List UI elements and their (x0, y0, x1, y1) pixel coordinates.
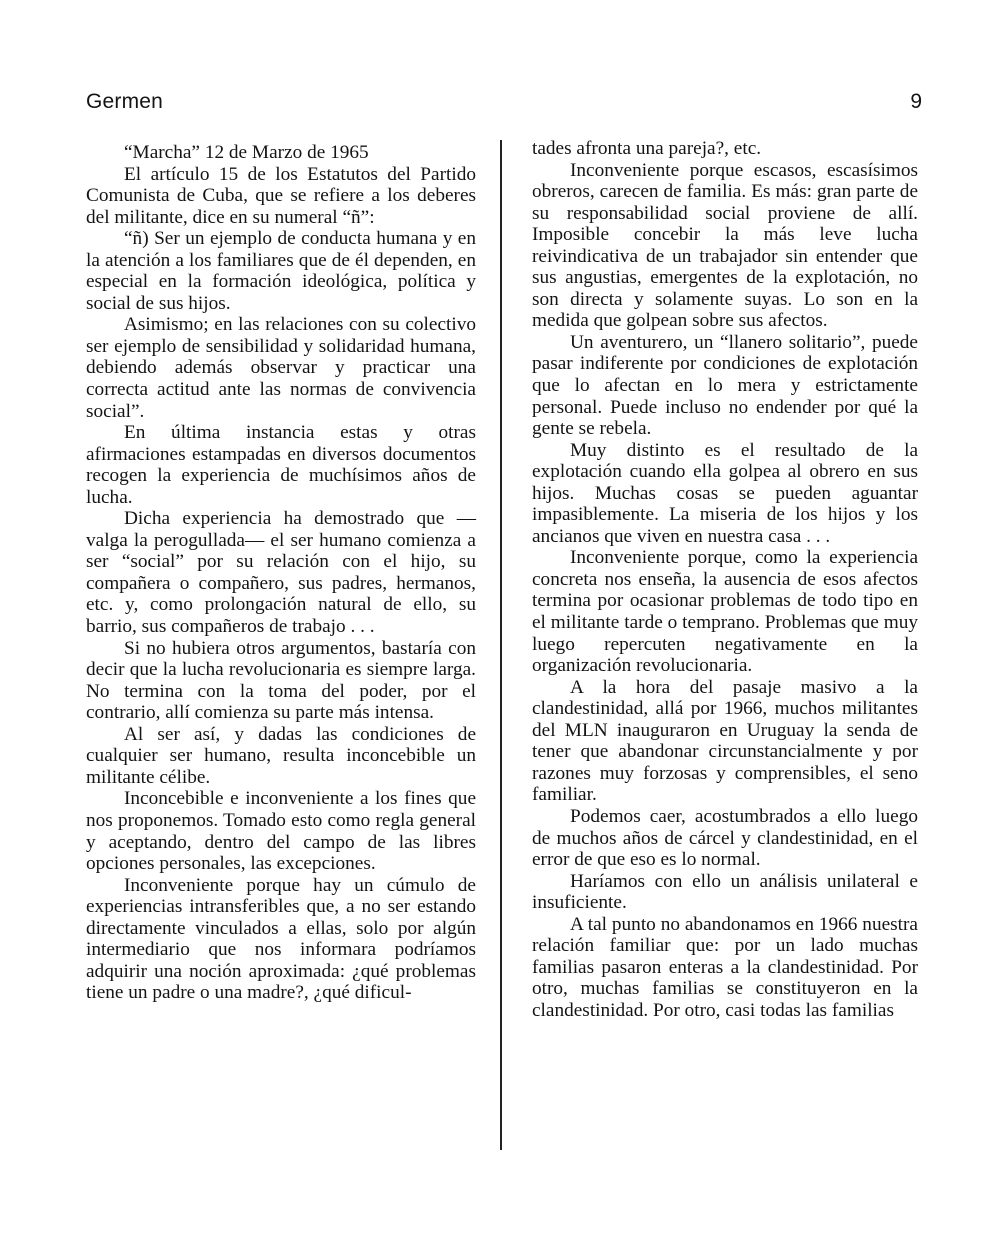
paragraph: Asimismo; en las relaciones con su colectivo ser ejemplo de sensibilidad y solidaridad humana, debiendo además observar y practicar una correcta actitud ante las normas de convivencia social”. (86, 314, 476, 422)
paragraph: Un aventurero, un “llanero solitario”, puede pasar indiferente por condiciones de explotación que lo afectan en lo mera y estrictamente personal. Puede incluso no endender por qué la gente se rebela. (532, 331, 918, 440)
running-title: Germen (86, 90, 164, 113)
paragraph: A la hora del pasaje masivo a la clandestinidad, allá por 1966, muchos militantes del MLN inauguraron en Uruguay la senda de tener que abandonar circunstancialmente y por razones muy forzosas y comprensibles, el seno familiar. (532, 676, 918, 806)
paragraph: A tal punto no abandonamos en 1966 nuestra relación familiar que: por un lado muchas familias pasaron enteras a la clandestinidad. Por otro, muchas familias se constituyeron en la clandestinidad. Por otro, casi todas las familias (532, 913, 918, 1021)
page-header (86, 90, 922, 120)
paragraph: “ñ) Ser un ejemplo de conducta humana y en la atención a los familiares que de él dependen, en especial en la formación ideológica, política y social de sus hijos. (86, 228, 476, 314)
paragraph: Inconcebible e inconveniente a los fines que nos proponemos. Tomado esto como regla general y aceptando, dentro del campo de las libres opciones personales, las excepciones. (86, 788, 476, 875)
paragraph: Inconveniente porque escasos, escasísimos obreros, carecen de familia. Es más: gran parte de su responsabilidad social proviene de allí. Imposible concebir la más leve lucha reivindicativa de un trabajador sin entender que sus angustias, emergentes de la explotación, no son directa y solamente suyas. Lo son en la medida que golpean sobre sus afectos. (532, 159, 918, 332)
article-source-heading: “Marcha” 12 de Marzo de 1965 (124, 142, 369, 163)
paragraph: En última instancia estas y otras afirmaciones estampadas en diversos documentos recogen la experiencia de muchísimos años de lucha. (86, 422, 476, 508)
paragraph: Haríamos con ello un análisis unilateral e insuficiente. (532, 870, 918, 914)
right-column (532, 138, 918, 1021)
paragraph: Inconveniente porque, como la experiencia concreta nos enseña, la ausencia de esos afectos termina por ocasionar problemas de todo tipo en el militante tarde o temprano. Problemas que muy luego repercuten negativamente en la organización revolucionaria. (532, 547, 918, 677)
paragraph: Al ser así, y dadas las condiciones de cualquier ser humano, resulta inconcebible un militante célibe. (86, 723, 476, 788)
paragraph: Podemos caer, acostumbrados a ello luego de muchos años de cárcel y clandestinidad, en el error de que eso es lo normal. (532, 805, 918, 871)
paragraph: Inconveniente porque hay un cúmulo de experiencias intransferibles que, a no ser estando directamente vinculados a ellas, solo por algún intermediario que nos informara podríamos adquirir una noción aproximada: ¿qué problemas tiene un padre o una madre?, ¿qué dificul- (86, 874, 476, 1004)
column-divider (500, 140, 502, 1150)
paragraph: Muy distinto es el resultado de la explotación cuando ella golpea al obrero en sus hijos. Muchas cosas se pueden aguantar impasiblemente. La miseria de los hijos y los ancianos que viven en nuestra casa . . . (532, 439, 918, 547)
paragraph-continuation: tades afronta una pareja?, etc. (532, 138, 762, 159)
page-number: 9 (910, 90, 922, 113)
paragraph: Dicha experiencia ha demostrado que —valga la perogullada— el ser humano comienza a ser “social” por su relación con el hijo, su compañera o compañero, sus padres, hermanos, etc. y, como prolongación natural de ello, su barrio, sus compañeros de trabajo . . . (86, 508, 476, 638)
left-column (86, 142, 476, 1004)
paragraph: El artículo 15 de los Estatutos del Partido Comunista de Cuba, que se refiere a los deberes del militante, dice en su numeral “ñ”: (86, 163, 476, 228)
paragraph: Si no hubiera otros argumentos, bastaría con decir que la lucha revolucionaria es siempre larga. No termina con la toma del poder, por el contrario, allí comienza su parte más intensa. (86, 637, 476, 724)
